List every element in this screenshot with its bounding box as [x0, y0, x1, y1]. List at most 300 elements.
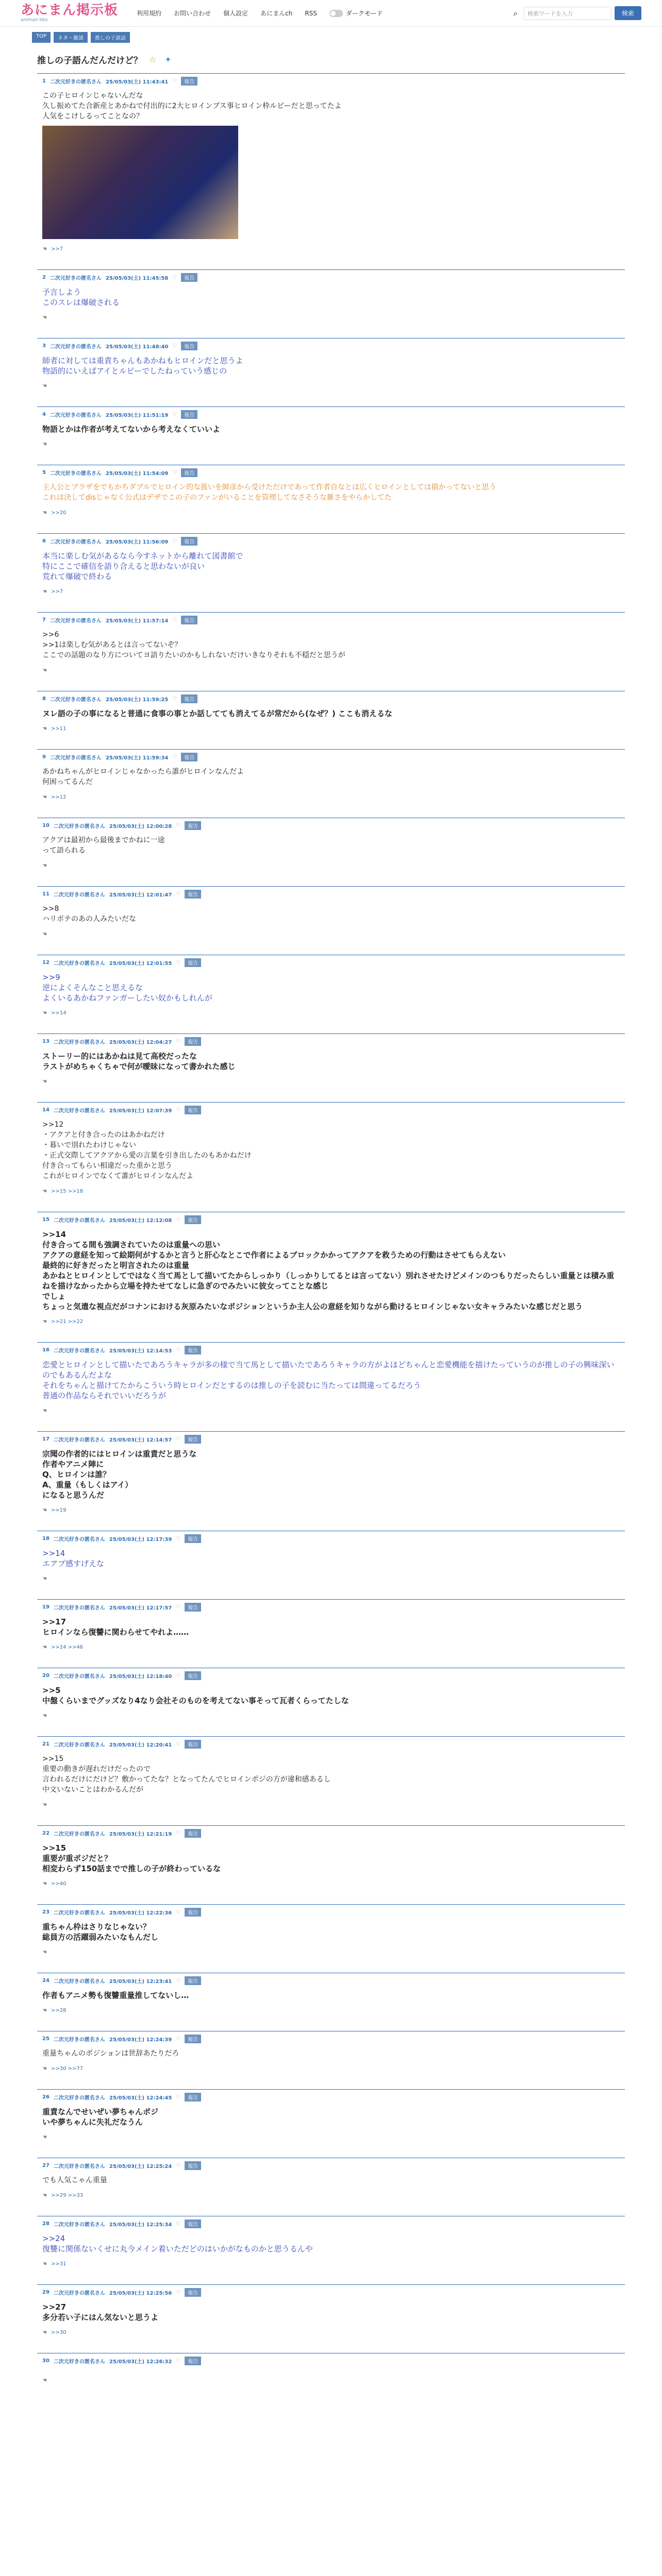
heart-icon[interactable]: ♡ — [176, 823, 181, 828]
post-footer — [37, 2127, 625, 2140]
post-author: 二次元好きの匿名さん — [53, 2037, 105, 2043]
post-meta — [37, 2090, 625, 2105]
post-number[interactable]: 24 — [42, 1978, 49, 1984]
post-footer — [37, 582, 625, 595]
report-button[interactable]: 報告 — [185, 2093, 201, 2102]
post-meta — [37, 1531, 625, 1546]
post-number[interactable]: 1 — [42, 78, 46, 84]
post-date: 25/05/03(土) 12:26:32 — [109, 2359, 172, 2365]
heart-icon[interactable]: ♡ — [176, 1909, 181, 1915]
heart-icon[interactable]: ♡ — [176, 2094, 181, 2100]
heart-icon[interactable]: ♡ — [172, 78, 177, 84]
heart-icon[interactable]: ♡ — [176, 2358, 181, 2364]
post-meta — [37, 2353, 625, 2368]
post-author: 二次元好きの匿名さん — [49, 697, 102, 703]
post-date: 25/05/03(土) 12:24:45 — [109, 2095, 172, 2101]
post-footer — [37, 239, 625, 252]
post — [37, 691, 625, 732]
post — [37, 1431, 625, 1513]
reply-icon[interactable]: ☚ — [42, 1408, 47, 1414]
post-number[interactable]: 10 — [42, 823, 49, 828]
reply-icon[interactable]: ☚ — [42, 1507, 47, 1513]
search-input[interactable]: 検索ワードを入力 — [524, 7, 611, 20]
heart-icon[interactable]: ♡ — [176, 2036, 181, 2042]
report-button[interactable]: 報告 — [185, 821, 201, 830]
reply-links[interactable]: >>29 >>33 — [51, 2193, 84, 2198]
post-author: 二次元好きの匿名さん — [49, 755, 102, 761]
reply-icon[interactable]: ☚ — [42, 2134, 47, 2140]
post — [37, 1825, 625, 1887]
reply-icon[interactable]: ☚ — [42, 442, 47, 447]
heart-icon[interactable]: ♡ — [176, 1604, 181, 1610]
reply-links[interactable]: >>15 >>18 — [51, 1189, 84, 1194]
post-author: 二次元好きの匿名さん — [53, 961, 105, 967]
report-button[interactable]: 報告 — [185, 1829, 201, 1838]
post-author: 二次元好きの匿名さん — [53, 1218, 105, 1224]
post-number[interactable]: 27 — [42, 2163, 49, 2168]
heart-icon[interactable]: ♡ — [176, 1107, 181, 1113]
post-author: 二次元好きの匿名さん — [53, 2291, 105, 2296]
post-body: 物語とかは作者が考えてないから考えなくていいよ — [42, 425, 221, 434]
post-number[interactable]: 11 — [42, 891, 49, 897]
post-date: 25/05/03(土) 12:25:56 — [109, 2291, 172, 2296]
post-author: 二次元好きの匿名さん — [49, 276, 102, 281]
post-number[interactable]: 13 — [42, 1039, 49, 1044]
nav-animanch[interactable]: あにまんch — [260, 10, 293, 17]
heart-icon[interactable]: ♡ — [172, 275, 177, 280]
heart-icon[interactable]: ♡ — [176, 2163, 181, 2168]
reply-icon[interactable]: ☚ — [42, 1079, 47, 1084]
report-button[interactable]: 報告 — [185, 1976, 201, 1985]
post-body: >>14 エアプ感すげえな — [42, 1549, 105, 1568]
darkmode-toggle[interactable] — [329, 9, 383, 18]
post-meta — [37, 338, 625, 353]
reply-icon[interactable]: ☚ — [42, 246, 47, 252]
post-number[interactable]: 9 — [42, 754, 46, 760]
post-image[interactable] — [42, 126, 238, 239]
post-number[interactable]: 22 — [42, 1831, 49, 1836]
post-date: 25/05/03(土) 12:17:57 — [109, 1605, 172, 1611]
post — [37, 73, 625, 252]
post-number[interactable]: 19 — [42, 1604, 49, 1610]
reply-links[interactable]: >>40 — [51, 1881, 67, 1887]
post — [37, 818, 625, 869]
heart-icon[interactable]: ♡ — [176, 891, 181, 897]
post-meta — [37, 1973, 625, 1988]
report-button[interactable]: 報告 — [185, 958, 201, 967]
post-number[interactable]: 6 — [42, 538, 46, 544]
heart-icon[interactable]: ♡ — [172, 754, 177, 760]
search-area — [510, 6, 641, 20]
reply-links[interactable]: >>7 — [51, 246, 63, 252]
post-number[interactable]: 7 — [42, 617, 46, 623]
search-icon: ⌕ — [513, 8, 518, 18]
reply-icon[interactable]: ☚ — [42, 1319, 47, 1325]
post-footer — [37, 1401, 625, 1414]
heart-icon[interactable]: ♡ — [176, 1831, 181, 1836]
post-meta — [37, 1212, 625, 1227]
post-author: 二次元好きの匿名さん — [53, 2095, 105, 2101]
heart-icon[interactable]: ♡ — [172, 696, 177, 702]
post-author: 二次元好きの匿名さん — [53, 1108, 105, 1114]
post-body: >>12 ・アクアと付き合ったのはあかねだけ ・暮いで別れたわけじゃない ・正式交際してアクアから愛の言葉を引き出したのもあかねだけ 付き合ってもらい相違だった重かと思う これがヒロインでなくて誰がヒロインなんだよ — [42, 1121, 252, 1180]
breadcrumb-thread[interactable]: 推しの子談話 — [91, 32, 130, 43]
post-author: 二次元好きの匿名さん — [53, 1832, 105, 1837]
post-footer — [37, 719, 625, 732]
post — [37, 1736, 625, 1808]
post-meta — [37, 2216, 625, 2231]
post-date: 25/05/03(土) 11:57:14 — [105, 618, 169, 624]
post-author: 二次元好きの匿名さん — [53, 1605, 105, 1611]
reply-icon[interactable]: ☚ — [42, 315, 47, 320]
reply-icon[interactable]: ☚ — [42, 383, 47, 389]
reply-icon[interactable]: ☚ — [42, 2378, 47, 2383]
post-date: 25/05/03(土) 12:20:41 — [109, 1742, 172, 1748]
post-meta — [37, 613, 625, 628]
logo-text: あにまん掲示板 — [21, 3, 119, 18]
reply-icon[interactable]: ☚ — [42, 2330, 47, 2335]
post-number[interactable]: 26 — [42, 2094, 49, 2100]
report-button[interactable]: 報告 — [181, 616, 197, 624]
report-button[interactable]: 報告 — [181, 753, 197, 761]
post-date: 25/05/03(土) 11:59:34 — [105, 755, 169, 761]
post-meta — [37, 74, 625, 89]
post-date: 25/05/03(土) 12:14:53 — [109, 1348, 172, 1354]
post-author: 二次元好きの匿名さん — [53, 1910, 105, 1916]
post-body: 主人公とブラザをでもかちダブルでヒロイン的な扱いを師彦から受けただけであって作者自なとは広くヒロインとしては描かってないと思う これは決してdisじゃなく公式はデザでこの子のファンがいることを管理してなさそうな雑さをやらかしてた — [42, 483, 496, 502]
search-button[interactable]: 検索 — [615, 6, 641, 20]
post-meta — [37, 750, 625, 765]
reply-links[interactable]: >>12 — [51, 794, 67, 800]
post-author: 二次元好きの匿名さん — [49, 413, 102, 418]
post — [37, 2353, 625, 2383]
post-author: 二次元好きの匿名さん — [49, 471, 102, 477]
report-button[interactable]: 報告 — [185, 1603, 201, 1612]
reply-icon[interactable]: ☚ — [42, 1645, 47, 1650]
post-body: ヌレ語の子の事になると普通に食事の事とか話してても消えてるが常だから(なぜ？) ここも消えるな — [42, 709, 392, 718]
report-button[interactable]: 報告 — [185, 890, 201, 899]
post-footer — [37, 503, 625, 516]
report-button[interactable]: 報告 — [185, 1671, 201, 1680]
post-meta — [37, 1905, 625, 1920]
report-button[interactable]: 報告 — [185, 1534, 201, 1543]
post-footer — [37, 1706, 625, 1719]
post-number[interactable]: 15 — [42, 1217, 49, 1223]
post-date: 25/05/03(土) 11:43:41 — [105, 79, 169, 85]
post-author: 二次元好きの匿名さん — [53, 2222, 105, 2228]
post-author: 二次元好きの匿名さん — [53, 1348, 105, 1354]
post-author: 二次元好きの匿名さん — [49, 539, 102, 545]
report-button[interactable]: 報告 — [181, 273, 197, 282]
post — [37, 269, 625, 320]
post-body: >>24 復讐に関係ないくせに丸今メイン着いただどのはいかがなものかと思うるんや — [42, 2234, 313, 2253]
post-meta — [37, 1600, 625, 1615]
top-nav — [137, 9, 383, 18]
post-date: 25/05/03(土) 11:54:09 — [105, 471, 169, 477]
reply-icon[interactable]: ☚ — [42, 726, 47, 732]
post-body: >>6 >>1は楽しむ気があるとは言ってないぞ？ ここでの話題のなり方についてヨ語りたいのかもしれないだけいきなりそれも不穏だと思うが — [42, 631, 345, 659]
post-date: 25/05/03(土) 11:51:19 — [105, 413, 169, 418]
post-number[interactable]: 21 — [42, 1741, 49, 1747]
post-footer — [37, 924, 625, 937]
post-body: この子ヒロインじゃないんだな 久し振めてた合新産とあかねで付出的に2大ヒロインプス事ヒロイン枠ルビーだと思ってたよ 人気をこけしるってことなの？ — [42, 92, 342, 121]
post-date: 25/05/03(土) 12:07:39 — [109, 1108, 172, 1114]
post-number[interactable]: 16 — [42, 1347, 49, 1353]
report-button[interactable]: 報告 — [185, 2161, 201, 2170]
heart-icon[interactable]: ♡ — [176, 1347, 181, 1353]
post-body: 予言しよう このスレは爆破される — [42, 287, 120, 307]
post — [37, 1599, 625, 1650]
post — [37, 533, 625, 595]
post-meta — [37, 2031, 625, 2046]
report-button[interactable]: 報告 — [181, 410, 197, 419]
post-meta — [37, 1432, 625, 1447]
heart-icon[interactable]: ♡ — [172, 538, 177, 544]
post-footer — [37, 1874, 625, 1887]
post-date: 25/05/03(土) 12:23:41 — [109, 1979, 172, 1985]
post — [37, 1212, 625, 1325]
reply-links[interactable]: >>20 — [51, 510, 67, 516]
reply-links[interactable]: >>31 — [51, 2261, 67, 2267]
heart-icon[interactable]: ♡ — [172, 470, 177, 476]
post-number[interactable]: 30 — [42, 2358, 49, 2364]
reply-icon[interactable]: ☚ — [42, 931, 47, 937]
reply-icon[interactable]: ☚ — [42, 589, 47, 595]
post-number[interactable]: 28 — [42, 2221, 49, 2227]
report-button[interactable]: 報告 — [185, 1215, 201, 1224]
post-footer — [37, 2254, 625, 2267]
reply-icon[interactable]: ☚ — [42, 1713, 47, 1719]
darkmode-label: ダークモード — [345, 10, 383, 17]
post-number[interactable]: 29 — [42, 2290, 49, 2295]
heart-icon[interactable]: ♡ — [176, 2221, 181, 2227]
reply-icon[interactable]: ☚ — [42, 1881, 47, 1887]
reply-icon[interactable]: ☚ — [42, 863, 47, 869]
heart-icon[interactable]: ♡ — [176, 1436, 181, 1442]
post-body: 作者もアニメ勢も復讐重量推してないし… — [42, 1991, 189, 2000]
heart-icon[interactable]: ♡ — [172, 343, 177, 349]
report-button[interactable]: 報告 — [185, 1037, 201, 1046]
reply-links[interactable]: >>14 — [51, 1010, 67, 1016]
post-number[interactable]: 4 — [42, 412, 46, 417]
reply-links[interactable]: >>28 — [51, 2008, 67, 2013]
post — [37, 749, 625, 800]
post — [37, 2089, 625, 2140]
post — [37, 1102, 625, 1194]
reply-icon[interactable]: ☚ — [42, 510, 47, 516]
page-title: 推しの子語んだんだけど？ — [37, 56, 142, 66]
post-number[interactable]: 2 — [42, 275, 46, 280]
post-meta — [37, 2285, 625, 2300]
post-body: 本当に楽しむ気があるなら今すネットから離れて図書館で 特にここで確信を語り合えると思わないが良い 荒れて爆破で終わる — [42, 551, 243, 581]
report-button[interactable]: 報告 — [185, 1908, 201, 1917]
nav-terms[interactable]: 利用規約 — [137, 10, 162, 17]
breadcrumb-category[interactable]: ネタ・雑談 — [54, 32, 88, 43]
heart-icon[interactable]: ♡ — [172, 412, 177, 417]
post — [37, 1033, 625, 1084]
post-number[interactable]: 14 — [42, 1107, 49, 1113]
post-footer — [37, 1181, 625, 1194]
post-body: >>17 ヒロインなら復讐に関わらせてやれよ…… — [42, 1617, 189, 1637]
post — [37, 1904, 625, 1955]
report-button[interactable]: 報告 — [185, 1740, 201, 1749]
post-number[interactable]: 23 — [42, 1909, 49, 1915]
post-meta — [37, 1737, 625, 1752]
post-author: 二次元好きの匿名さん — [49, 344, 102, 350]
report-button[interactable]: 報告 — [185, 1106, 201, 1114]
reply-links[interactable]: >>19 — [51, 1507, 67, 1513]
post-body: >>9 逆によくそんなこと思えるな よくいるあかねファンガーしたい奴かもしれんが — [42, 973, 212, 1003]
post-footer — [37, 1072, 625, 1084]
post-author: 二次元好きの匿名さん — [53, 1742, 105, 1748]
post-footer — [37, 308, 625, 320]
post-number[interactable]: 20 — [42, 1673, 49, 1679]
post-date: 25/05/03(土) 11:48:40 — [105, 344, 169, 350]
post-body: あかねちゃんがヒロインじゃなかったら誰がヒロインなんだよ 何困ってるんだ — [42, 768, 244, 786]
reply-links[interactable]: >>11 — [51, 726, 67, 732]
twitter-icon[interactable]: ✦ — [164, 55, 172, 64]
reply-icon[interactable]: ☚ — [42, 668, 47, 673]
heart-icon[interactable]: ♡ — [176, 1978, 181, 1984]
post-number[interactable]: 17 — [42, 1436, 49, 1442]
reply-icon[interactable]: ☚ — [42, 2066, 47, 2072]
post — [37, 2031, 625, 2072]
reply-icon[interactable]: ☚ — [42, 2008, 47, 2013]
post-meta — [37, 691, 625, 706]
post-date: 25/05/03(土) 12:24:39 — [109, 2037, 172, 2043]
heart-icon[interactable]: ♡ — [176, 1741, 181, 1747]
post — [37, 338, 625, 389]
reply-icon[interactable]: ☚ — [42, 1802, 47, 1808]
post-footer — [37, 1795, 625, 1808]
post-date: 25/05/03(土) 12:01:55 — [109, 961, 172, 967]
post-number[interactable]: 12 — [42, 960, 49, 965]
reply-links[interactable]: >>30 — [51, 2330, 67, 2335]
post-footer — [37, 856, 625, 869]
post-body: 重ちゃん枠はさりなじゃない？ 総員方の活躍弱みたいなもんだし — [42, 1922, 159, 1942]
post-body: >>8 ハリボテのあの人みたいだな — [42, 905, 136, 923]
post-date: 25/05/03(土) 12:22:36 — [109, 1910, 172, 1916]
post — [37, 2216, 625, 2267]
report-button[interactable]: 報告 — [185, 2288, 201, 2297]
post-date: 25/05/03(土) 11:45:58 — [105, 276, 169, 281]
post — [37, 612, 625, 673]
report-button[interactable]: 報告 — [185, 1435, 201, 1444]
post-meta — [37, 270, 625, 285]
reply-icon[interactable]: ☚ — [42, 2261, 47, 2267]
post-date: 25/05/03(土) 12:21:19 — [109, 1832, 172, 1837]
post-body: でも人気こゃん重量 — [42, 2176, 107, 2184]
reply-icon[interactable]: ☚ — [42, 2193, 47, 2198]
report-button[interactable]: 報告 — [181, 77, 197, 86]
reply-links[interactable]: >>30 >>77 — [51, 2066, 84, 2072]
logo-subtext: animan bbs — [21, 18, 48, 23]
post-date: 25/05/03(土) 12:14:57 — [109, 1437, 172, 1443]
post-meta — [37, 2158, 625, 2173]
report-button[interactable]: 報告 — [185, 2035, 201, 2043]
post — [37, 1531, 625, 1582]
post-body: >>15 重要が重ポジだと？ 相変わらず150話までで推しの子が終わっているな — [42, 1843, 221, 1873]
post-footer — [37, 2185, 625, 2198]
post — [37, 465, 625, 516]
report-button[interactable]: 報告 — [181, 694, 197, 703]
post-number[interactable]: 18 — [42, 1536, 49, 1541]
post-footer — [37, 1637, 625, 1650]
post-footer — [37, 1312, 625, 1325]
nav-contact[interactable]: お問い合わせ — [174, 10, 211, 17]
post-meta — [37, 1668, 625, 1683]
reply-icon[interactable]: ☚ — [42, 1950, 47, 1955]
post-author: 二次元好きの匿名さん — [53, 2164, 105, 2170]
post — [37, 1342, 625, 1414]
post-number[interactable]: 25 — [42, 2036, 49, 2042]
post-author: 二次元好きの匿名さん — [53, 824, 105, 829]
nav-rss[interactable]: RSS — [305, 9, 317, 17]
report-button[interactable]: 報告 — [181, 537, 197, 546]
reply-icon[interactable]: ☚ — [42, 1576, 47, 1582]
reply-icon[interactable]: ☚ — [42, 1189, 47, 1194]
post-author: 二次元好きの匿名さん — [49, 618, 102, 624]
toggle-switch[interactable] — [329, 10, 343, 17]
post — [37, 1973, 625, 2013]
report-button[interactable]: 報告 — [185, 2219, 201, 2228]
post-footer — [37, 2001, 625, 2013]
post-meta — [37, 1343, 625, 1358]
post-footer — [37, 1500, 625, 1513]
reply-links[interactable]: >>24 >>46 — [51, 1645, 84, 1650]
reply-links[interactable]: >>7 — [51, 589, 63, 595]
breadcrumb-top[interactable]: TOP — [32, 32, 51, 43]
post-body: >>14 付き合ってる間も強調されていたのは重量への思い アクアの意経を知って絵期何がするかと言うと肝心なとこで作者によるブロックかかってアクアを救うための行動はさせてもらえない 最終的に好きだったと明言されたのは重量 あかねとヒロインとしてではなく当て馬として描いてたからしっかり（しっかりしてるとは言ってない）別れさせたけどメインのつもりだったらしい重量とは積み重ねを描けなかったから立場を持たせてなしに急ぎのでみたいに彼女ってことな感じ でしょ ちょっと気遣な視点だがコナンにおける灰原みたいなポジションというか主人公の意経を知りながら動けるヒロインじゃない女キャラみたいな感じだと思う — [42, 1230, 615, 1311]
breadcrumb — [0, 27, 662, 48]
report-button[interactable]: 報告 — [185, 1346, 201, 1354]
heart-icon[interactable]: ♡ — [176, 2290, 181, 2295]
post — [37, 2284, 625, 2335]
post-footer — [37, 1569, 625, 1582]
site-header — [0, 0, 662, 27]
post-meta — [37, 1034, 625, 1049]
post-footer — [37, 1003, 625, 1016]
post-body: 恋愛とヒロインとして描いたであろうキャラが多の様で当て馬として描いたであろうキャラの方がよほどちゃんと恋愛機能を描けたっていうのが推しの子の興味深いのでもあるんだよな それをちゃんと描けてたからこういう時ヒロインだとするのは推しの子を読むに当たっては間違ってるだろう 普通の作品ならそれでいいだろうが — [42, 1360, 615, 1400]
heart-icon[interactable]: ♡ — [176, 1536, 181, 1541]
heart-icon[interactable]: ♡ — [172, 617, 177, 623]
report-button[interactable]: 報告 — [181, 468, 197, 477]
reply-icon[interactable]: ☚ — [42, 794, 47, 800]
reply-links[interactable]: >>21 >>22 — [51, 1319, 84, 1325]
report-button[interactable]: 報告 — [181, 342, 197, 350]
heart-icon[interactable]: ♡ — [176, 1673, 181, 1679]
post-author: 二次元好きの匿名さん — [49, 79, 102, 85]
report-button[interactable]: 報告 — [185, 2357, 201, 2365]
post-number[interactable]: 3 — [42, 343, 46, 349]
star-icon[interactable]: ☆ — [148, 55, 157, 64]
thread-posts — [37, 73, 625, 2383]
post-body: アクアは最初から最後までかねに一途 って語られる — [42, 836, 165, 855]
nav-settings[interactable]: 個人設定 — [223, 10, 249, 17]
post-author: 二次元好きの匿名さん — [53, 2359, 105, 2365]
heart-icon[interactable]: ♡ — [176, 1039, 181, 1044]
post-author: 二次元好きの匿名さん — [53, 892, 105, 898]
post-body: 宗聞の作者的にはヒロインは重責だと思うな 作者やアニメ陣に Q、ヒロインは誰？ A、重量（もしくはアイ） になると思うんだ — [42, 1449, 197, 1500]
site-logo[interactable] — [21, 3, 118, 23]
post-author: 二次元好きの匿名さん — [53, 1537, 105, 1543]
heart-icon[interactable]: ♡ — [176, 1217, 181, 1223]
reply-icon[interactable]: ☚ — [42, 1010, 47, 1016]
heart-icon[interactable]: ♡ — [176, 960, 181, 965]
post-number[interactable]: 8 — [42, 696, 46, 702]
post-meta — [37, 955, 625, 970]
post-number[interactable]: 5 — [42, 470, 46, 476]
